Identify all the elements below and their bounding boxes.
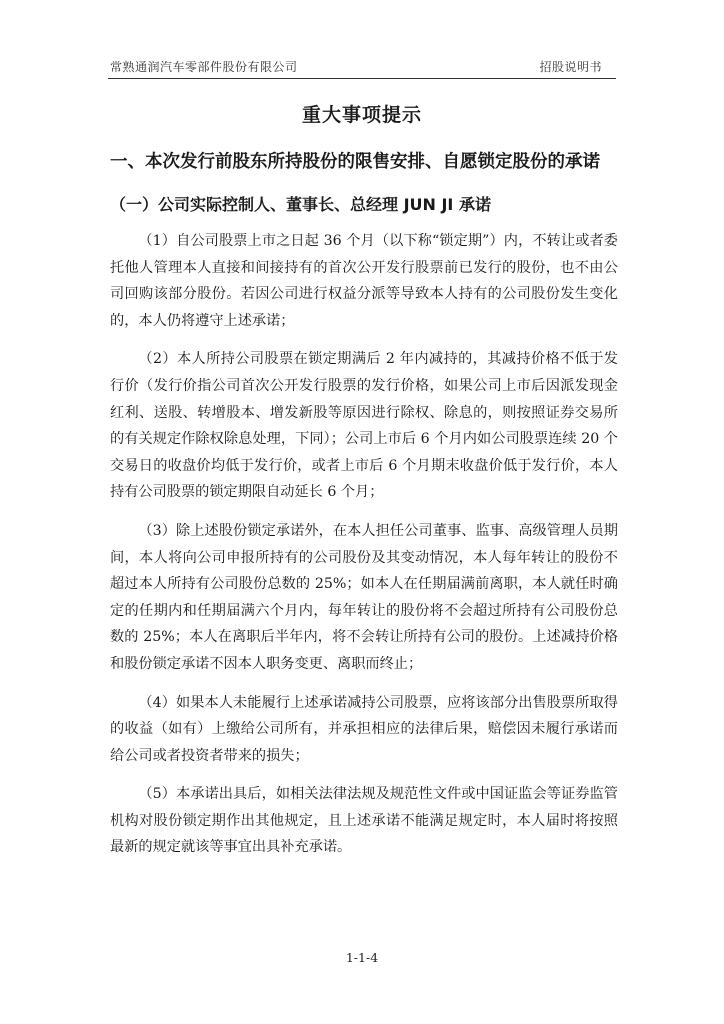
page-header — [108, 56, 616, 79]
page-number: 1-1-4 — [345, 950, 379, 965]
body-text — [110, 228, 618, 873]
paragraph-4: （4）如果本人未能履行上述承诺减持公司股票，应将该部分出售股票所取得的收益（如有）上缴给公司所有，并承担相应的法律后果，赔偿因未履行承诺而给公司或者投资者带来的损失； — [110, 694, 618, 764]
paragraph-3: （3）除上述股份锁定承诺外，在本人担任公司董事、监事、高级管理人员期间，本人将向公司申报所持有的公司股份及其变动情况，本人每年转让的股份不超过本人所持有公司股份总数的 25%；如本人在任期届满前离职，本人就任时确定的任期内和任期届满六个月内，每年转让的股份将不会超过所持有公司股份总数的 25%；本人在离职后半年内，将不会转让所持有公司的股份。上述减持价格和股份锁定承诺不因本人职务变更、离职而终止； — [110, 522, 618, 672]
header-document-type: 招股说明书 — [539, 60, 602, 74]
paragraph-2: （2）本人所持公司股票在锁定期满后 2 年内减持的，其减持价格不低于发行价（发行价指公司首次公开发行股票的发行价格，如果公司上市后因派发现金红利、送股、转增股本、增发新股等原因进行除权、除息的，则按照证券交易所的有关规定作除权除息处理，下同）；公司上市后 6 个月内如公司股票连续 20 个交易日的收盘价均低于发行价，或者上市后 6 个月期末收盘价低于发行价，本人持有公司股票的锁定期限自动延长 6 个月； — [110, 351, 618, 501]
page-title: 重大事项提示 — [301, 104, 422, 126]
header-company-name: 常熟通润汽车零部件股份有限公司 — [110, 60, 298, 74]
paragraph-5: （5）本承诺出具后，如相关法律法规及规范性文件或中国证监会等证券监管机构对股份锁定期作出其他规定，且上述承诺不能满足规定时，本人届时将按照最新的规定就该等事宜出具补充承诺。 — [110, 786, 618, 856]
section-heading: 一、本次发行前股东所持股份的限售安排、自愿锁定股份的承诺 — [110, 152, 600, 172]
paragraph-1: （1）自公司股票上市之日起 36 个月（以下称“锁定期”）内，不转让或者委托他人管理本人直接和间接持有的首次公开发行股票前已发行的股份，也不由公司回购该部分股份。若因公司进行权益分派等导致本人持有的公司股份发生变化的，本人仍将遵守上述承诺； — [110, 233, 618, 329]
subsection-heading: （一）公司实际控制人、董事长、总经理 JUN JI 承诺 — [110, 195, 491, 214]
